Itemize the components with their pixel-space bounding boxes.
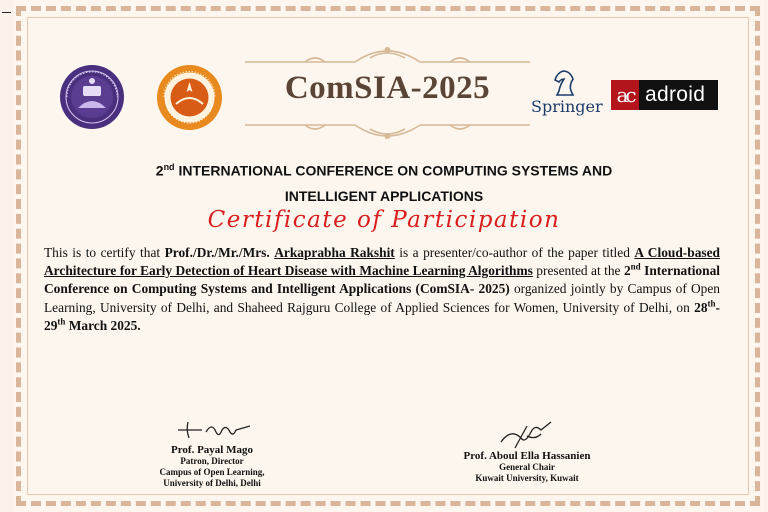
conference-full-name: International Conference on Computing Systems and Intelligent Applications (ComSIA- 2025)	[44, 263, 720, 297]
signatory-patron-univ: University of Delhi, Delhi	[163, 478, 261, 488]
shaheed-rajguru-college-seal-icon	[156, 64, 223, 131]
signatory-patron	[152, 444, 272, 489]
date-start: 28	[694, 299, 708, 315]
signatory-patron-org: Campus of Open Learning,	[159, 467, 265, 477]
certificate-title: Certificate of Participation	[207, 207, 561, 233]
signatory-general-chair	[447, 450, 607, 484]
body-text-3: presented at the	[532, 263, 624, 279]
signature-aboul-ella-hassanien-icon	[497, 420, 555, 450]
conference-logo	[245, 40, 530, 140]
honorific: Prof./Dr./Mr./Mrs.	[164, 245, 270, 260]
conference-ordinal-body: 2	[623, 263, 631, 279]
conference-ordinal-body-suffix: nd	[630, 261, 641, 272]
date-start-suffix: th	[707, 298, 716, 309]
springer-knight-icon	[551, 69, 577, 97]
springer-logo-text: Springer	[531, 97, 603, 116]
conference-name-line1	[0, 162, 768, 179]
signatory-patron-name: Prof. Payal Mago	[171, 444, 253, 456]
signatory-chair-role: General Chair	[499, 462, 555, 472]
conference-name-line2: INTELLIGENT APPLICATIONS	[284, 188, 484, 204]
body-text-4: organized jointly by Campus of Open Learning, University of Delhi, and Shaheed Rajguru College of Applied Sciences for Women, University of Delhi, on	[44, 281, 720, 315]
conference-ordinal-suffix: nd	[163, 162, 175, 172]
university-of-delhi-seal-icon	[59, 64, 125, 130]
adroid-logo-text: adroid	[645, 83, 706, 106]
date-end-suffix: th	[57, 316, 66, 327]
certificate-body	[44, 244, 720, 335]
conference-name-text: INTERNATIONAL CONFERENCE ON COMPUTING SYSTEMS AND	[174, 162, 613, 179]
date-dash: -	[715, 299, 720, 315]
date-end: 29	[44, 317, 58, 333]
page-corner-mark	[2, 12, 11, 13]
body-text-2: is a presenter/co-author of the paper titled	[394, 245, 635, 260]
signature-payal-mago-icon	[176, 418, 256, 442]
date-month-year: March 2025.	[65, 317, 141, 333]
adroid-logo	[611, 80, 718, 110]
conference-ordinal: 2	[155, 162, 164, 179]
signatory-chair-org: Kuwait University, Kuwait	[475, 473, 579, 483]
signatory-patron-role: Patron, Director	[180, 456, 244, 466]
paper-title: A Cloud-based Architecture for Early Detection of Heart Disease with Machine Learning Algorithms	[44, 245, 720, 279]
adroid-mark: ac	[611, 80, 639, 110]
conference-logo-text: ComSIA-2025	[284, 70, 491, 106]
signatory-chair-name: Prof. Aboul Ella Hassanien	[463, 450, 591, 462]
body-text-1: This is to certify that	[44, 245, 165, 260]
participant-name: Arkaprabha Rakshit	[274, 245, 395, 260]
